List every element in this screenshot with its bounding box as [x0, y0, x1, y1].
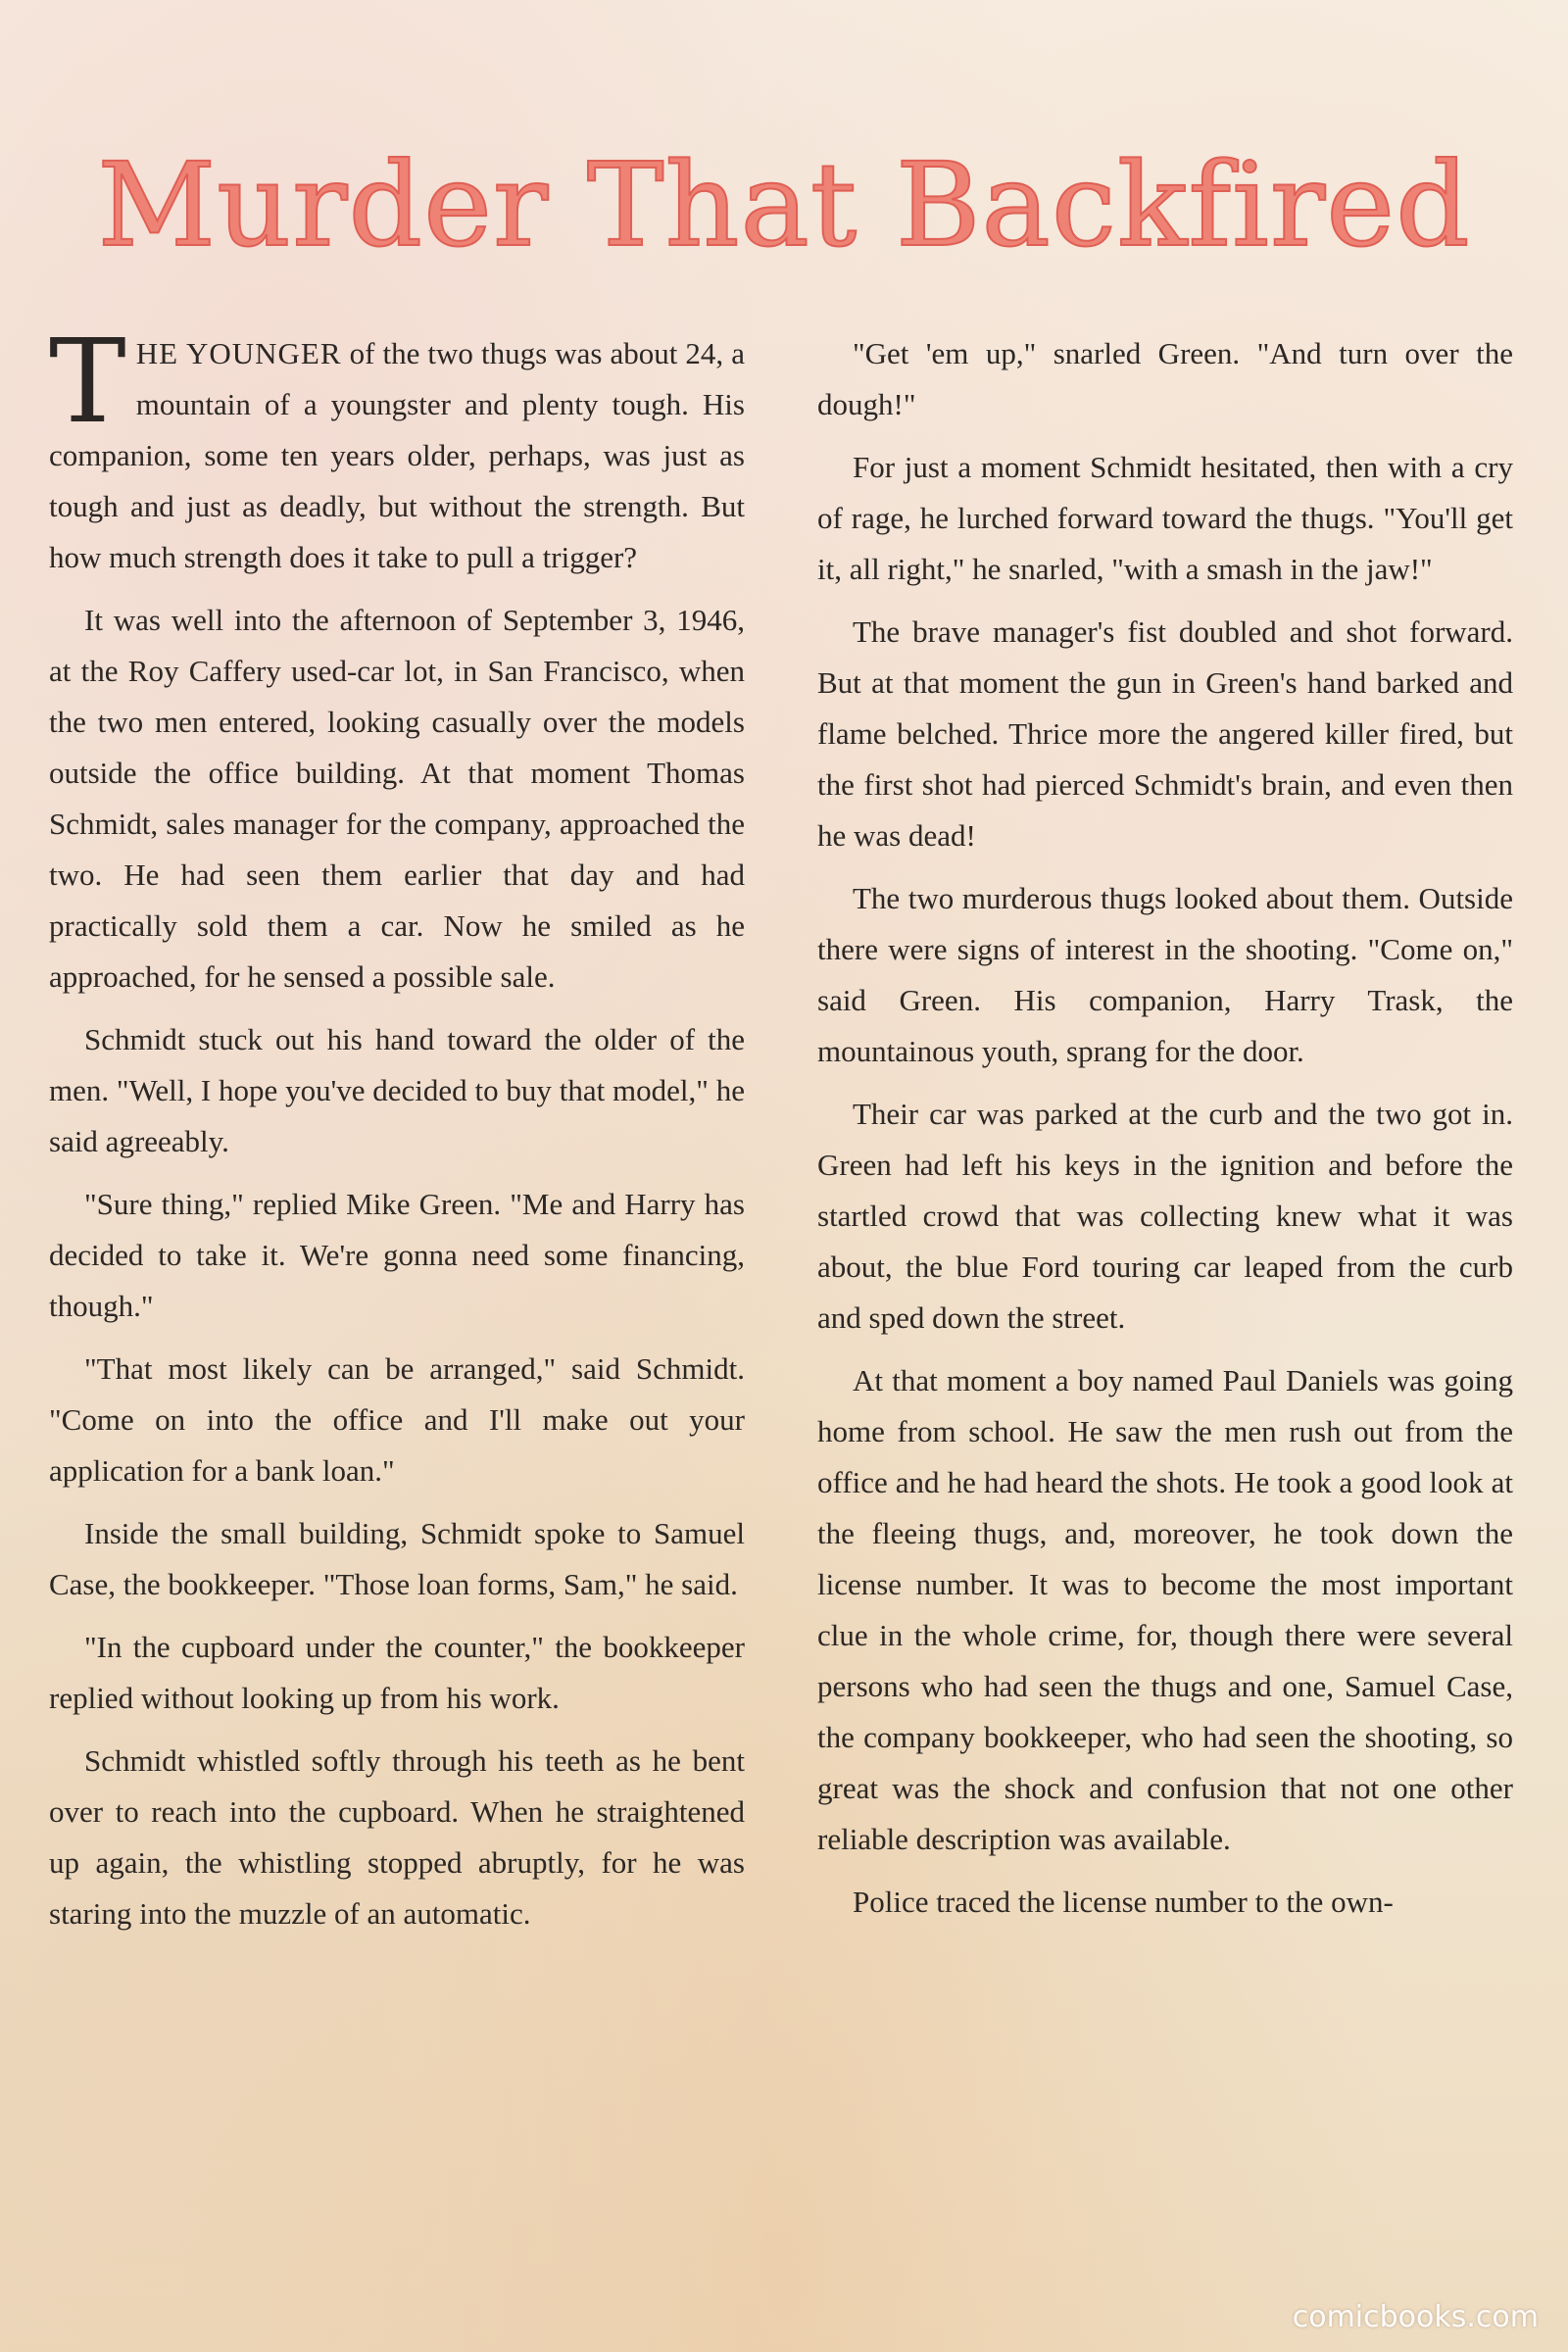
watermark: comicbooks.com: [1292, 2300, 1539, 2334]
paragraph: [49, 314, 745, 583]
paragraph: It was well into the afternoon of September 3, 1946, at the Roy Caffery used-car lot, in San Francisco, when the two men entered, looking casually over the models outside the office building. At that moment Thomas Schmidt, sales manager for the company, approached the two. He had seen them earlier that day and had practically sold them a car. Now he smiled as he approached, for he sensed a possible sale.: [49, 603, 745, 994]
paragraph: "In the cupboard under the counter," the bookkeeper replied without looking up from his work.: [49, 1630, 745, 1715]
paragraph-text: of the two thugs was about 24, a mountain of a youngster and plenty tough. His companion, some ten years older, perhaps, was just as tough and just as deadly, but without the strength. But how much strength does it take to pull a trigger?: [49, 336, 745, 574]
paragraph: The two murderous thugs looked about them. Outside there were signs of interest in the shooting. "Come on," said Green. His companion, Harry Trask, the mountainous youth, sprang for the door.: [817, 881, 1513, 1068]
paragraph: "Sure thing," replied Mike Green. "Me and Harry has decided to take it. We're gonna need some financing, though.": [49, 1187, 745, 1323]
paragraph: "That most likely can be arranged," said Schmidt. "Come on into the office and I'll make out your application for a bank loan.": [49, 1351, 745, 1488]
paragraph: "Get 'em up," snarled Green. "And turn over the dough!": [817, 336, 1513, 421]
drop-cap: T: [49, 314, 126, 449]
lead-in: HE YOUNGER: [135, 336, 342, 370]
paragraph: The brave manager's fist doubled and shot forward. But at that moment the gun in Green's hand barked and flame belched. Thrice more the angered killer fired, but the first shot had pierced Schmidt's brain, and even then he was dead!: [817, 614, 1513, 853]
right-column: [817, 328, 1513, 1939]
left-column: [49, 314, 745, 1951]
paragraph: Schmidt stuck out his hand toward the older of the men. "Well, I hope you've decided to buy that model," he said agreeably.: [49, 1022, 745, 1158]
paragraph: Schmidt whistled softly through his teeth as he bent over to reach into the cupboard. When he straightened up again, the whistling stopped abruptly, for he was staring into the muzzle of an automatic.: [49, 1743, 745, 1931]
story-title: Murder That Backfired: [97, 137, 1471, 272]
paragraph: Police traced the license number to the own-: [853, 1885, 1394, 1919]
paragraph: Their car was parked at the curb and the two got in. Green had left his keys in the ignition and before the startled crowd that was collecting knew what it was about, the blue Ford touring car leaped from the curb and sped down the street.: [817, 1097, 1513, 1335]
paragraph: At that moment a boy named Paul Daniels was going home from school. He saw the men rush out from the office and he had heard the shots. He took a good look at the fleeing thugs, and, moreover, he took down the license number. It was to become the most important clue in the whole crime, for, though there were several persons who had seen the thugs and one, Samuel Case, the company bookkeeper, who had seen the shooting, so great was the shock and confusion that not one other reliable description was available.: [817, 1363, 1513, 1856]
paragraph: For just a moment Schmidt hesitated, then with a cry of rage, he lurched forward toward the thugs. "You'll get it, all right," he snarled, "with a smash in the jaw!": [817, 450, 1513, 586]
paragraph: Inside the small building, Schmidt spoke to Samuel Case, the bookkeeper. "Those loan forms, Sam," he said.: [49, 1516, 745, 1601]
